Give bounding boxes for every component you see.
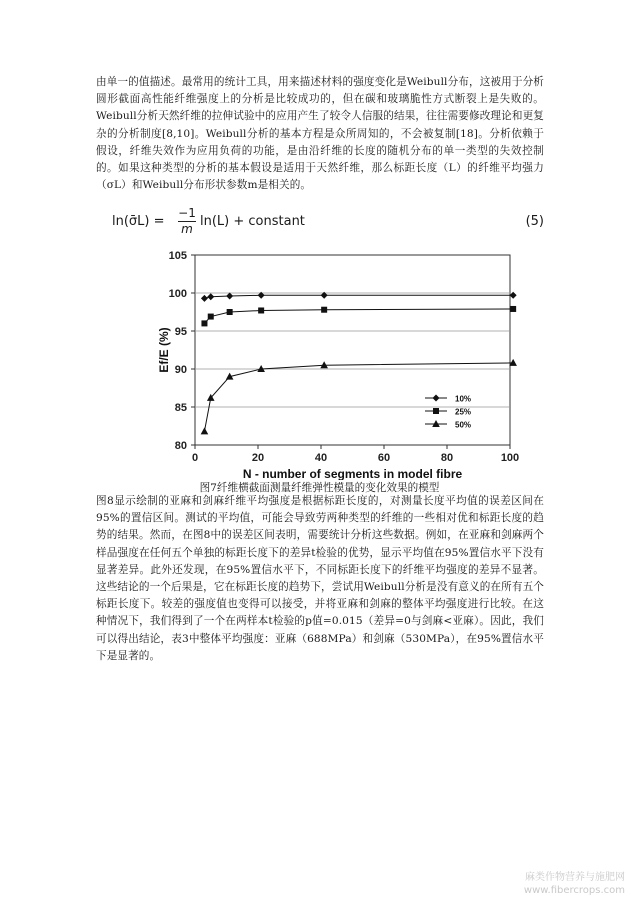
equation-5 [112, 206, 544, 240]
y-tick-label: 80 [174, 440, 187, 452]
equation-denominator: m [181, 222, 193, 236]
equation-fraction [178, 206, 196, 236]
equation-numerator: −1 [178, 206, 196, 220]
equation-lhs: ln(σ̄L) = [112, 214, 165, 229]
x-axis-label: N - number of segments in model fibre [242, 467, 463, 480]
plot-area [195, 255, 510, 445]
y-tick-label: 85 [174, 402, 187, 414]
data-point [208, 314, 214, 320]
data-point [510, 306, 516, 312]
legend-marker [433, 408, 439, 414]
y-axis-label: Ef/E (%) [157, 327, 171, 373]
data-point [201, 320, 207, 326]
legend-label: 10% [455, 394, 472, 404]
x-tick-label: 80 [440, 452, 454, 464]
data-point [321, 307, 327, 313]
data-point [510, 292, 517, 299]
modulus-chart [150, 250, 520, 480]
y-tick-label: 100 [168, 288, 187, 300]
x-tick-label: 0 [191, 452, 199, 464]
y-tick-label: 90 [174, 364, 187, 376]
y-tick-label: 95 [174, 326, 187, 338]
data-point [258, 307, 264, 313]
paragraph-1: 由单一的值描述。最常用的统计工具，用来描述材料的强度变化是Weibull分布，这被用于分析圆形截面高性能纤维强度上的分析是比较成功的，但在碳和玻璃脆性方式断裂上是失败的。Weibull分析天然纤维的拉伸试验中的应用产生了较令人信服的结果，往往需要修改理论和更复杂的分析制度[8,10]。Weibull分析的基本方程是众所周知的，不会被复制[18]。分析依赖于假设，纤维失效作为应用负荷的功能，是由沿纤维的长度的随机分布的单一类型的失效控制的。如果这种类型的分析的基本假设是适用于天然纤维，那么标距长度（L）的纤维平均强力（σL）和Weibull分布形状参数m是相关的。 [96, 76, 544, 192]
figure-caption: 图7纤维横截面测量纤维弹性模量的变化效果的模型 [199, 482, 440, 494]
x-tick-label: 60 [377, 452, 391, 464]
x-tick-label: 100 [500, 452, 520, 464]
data-point [227, 309, 233, 315]
paragraph-2: 图8显示绘制的亚麻和剑麻纤维平均强度是根据标距长度的，对测量长度平均值的误差区间在95%的置信区间。测试的平均值，可能会导致劳两种类型的纤维的一些相对优和标距长度的趋势的结果。然而，在图8中的误差区间表明，需要统计分析这些数据。例如，在亚麻和剑麻两个样品强度在任何五个单独的标距长度下的差异t检验的优势，显示平均值在95%置信水平下没有显著差异。此外还发现，在95%置信水平下，不同标距长度下的纤维平均强度的差异不显著。这些结论的一个后果是，它在标距长度的趋势下，尝试用Weibull分析是没有意义的在所有五个标距长度下。较差的强度值也变得可以接受，并将亚麻和剑麻的整体平均强度进行比较。在这种情况下，我们得到了一个在两样本t检验的p值=0.015（差异=0与剑麻<亚麻）。因此，我们可以得出结论，表3中整体平均强度：亚麻（688MPa）和剑麻（530MPa），在95%置信水平下是显著的。 [96, 495, 544, 662]
x-tick-label: 20 [251, 452, 265, 464]
equation-rhs: ln(L) + constant [200, 214, 305, 229]
legend-label: 25% [455, 407, 472, 417]
watermark [524, 871, 625, 897]
y-tick-label: 105 [168, 250, 187, 262]
watermark-url: www.fibercrops.com [523, 885, 625, 896]
legend-label: 50% [455, 420, 472, 430]
x-tick-label: 40 [314, 452, 328, 464]
equation-number: (5) [525, 214, 544, 229]
watermark-site-name: 麻类作物营养与施肥网 [525, 872, 625, 883]
